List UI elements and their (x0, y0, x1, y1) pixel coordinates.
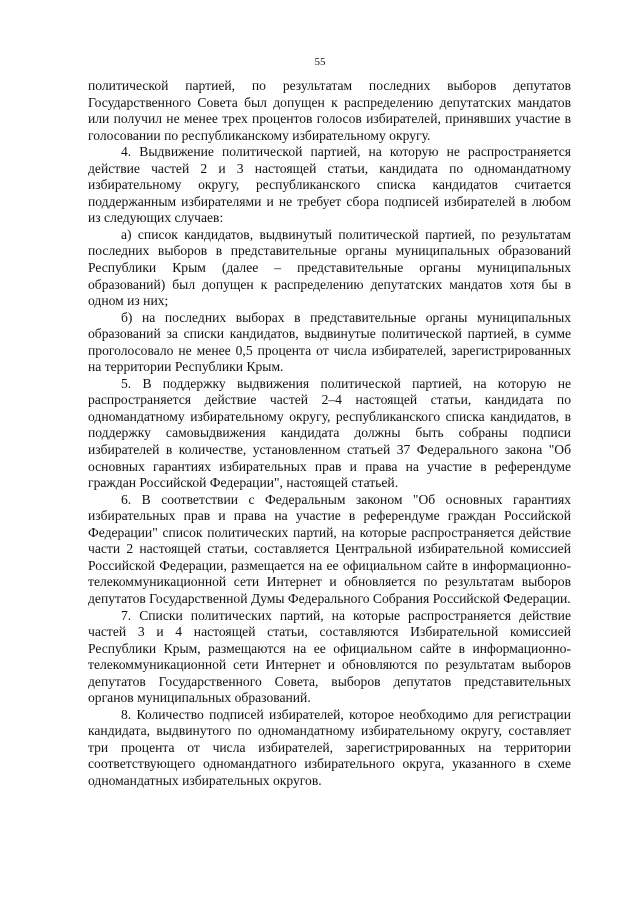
document-body (88, 78, 571, 790)
paragraph-4a: а) список кандидатов, выдвинутый политической партией, по результатам последних выборов в представительные органы муниципальных образований Республики Крым (далее – представительные органы муниципальных образований) был допущен к распределению депутатских мандатов хотя бы в одном из них; (88, 226, 571, 309)
paragraph-4: 4. Выдвижение политической партией, на которую не распространяется действие частей 2 и 3 настоящей статьи, кандидата по одномандатному избирательному округу, республиканского списка кандидатов считается поддержанным избирателями и не требует сбора подписей избирателей в любом из следующих случаев: (88, 144, 571, 226)
paragraph-6: 6. В соответствии с Федеральным законом "Об основных гарантиях избирательных прав и права на участие в референдуме граждан Российской Федерации" список политических партий, на которые распространяется действие части 2 настоящей статьи, составляется Центральной избирательной комиссией Российской Федерации, размещается на ее официальном сайте в информационно-телекоммуникационной сети Интернет и обновляется по результатам выборов депутатов Государственной Думы Федерального Собрания Российской Федерации. (88, 491, 571, 606)
paragraph-7: 7. Списки политических партий, на которые распространяется действие частей 3 и 4 настоящей статьи, составляются Избирательной комиссией Республики Крым, размещаются на ее официальном сайте в информационно-телекоммуникационной сети Интернет и обновляются по результатам выборов депутатов Государственного Совета, выборов депутатов представительных органов муниципальных образований. (88, 607, 571, 706)
page-number: 55 (314, 56, 326, 68)
paragraph-8: 8. Количество подписей избирателей, которое необходимо для регистрации кандидата, выдвинутого по одномандатному избирательному округу, составляет три процента от числа избирателей, зарегистрированных на территории соответствующего одномандатного избирательного округа, указанного в схеме одномандатных избирательных округов. (88, 706, 571, 788)
paragraph-continuation: политической партией, по результатам последних выборов депутатов Государственного Совета был допущен к распределению депутатских мандатов или получил не менее трех процентов голосов избирателей, принявших участие в голосовании по республиканскому избирательному округу. (88, 78, 571, 143)
paragraph-5: 5. В поддержку выдвижения политической партией, на которую не распространяется действие частей 2–4 настоящей статьи, кандидата по одномандатному избирательному округу, республиканского списка кандидатов, в поддержку самовыдвижения кандидата должны быть собраны подписи избирателей в количестве, установленном статьей 37 Федерального закона "Об основных гарантиях избирательных прав и права на участие в референдуме граждан Российской Федерации", настоящей статьей. (88, 375, 571, 491)
paragraph-4b: б) на последних выборах в представительные органы муниципальных образований за списки кандидатов, выдвинутые политической партией, в сумме проголосовало не менее 0,5 процента от числа избирателей, зарегистрированных на территории Республики Крым. (88, 309, 571, 375)
